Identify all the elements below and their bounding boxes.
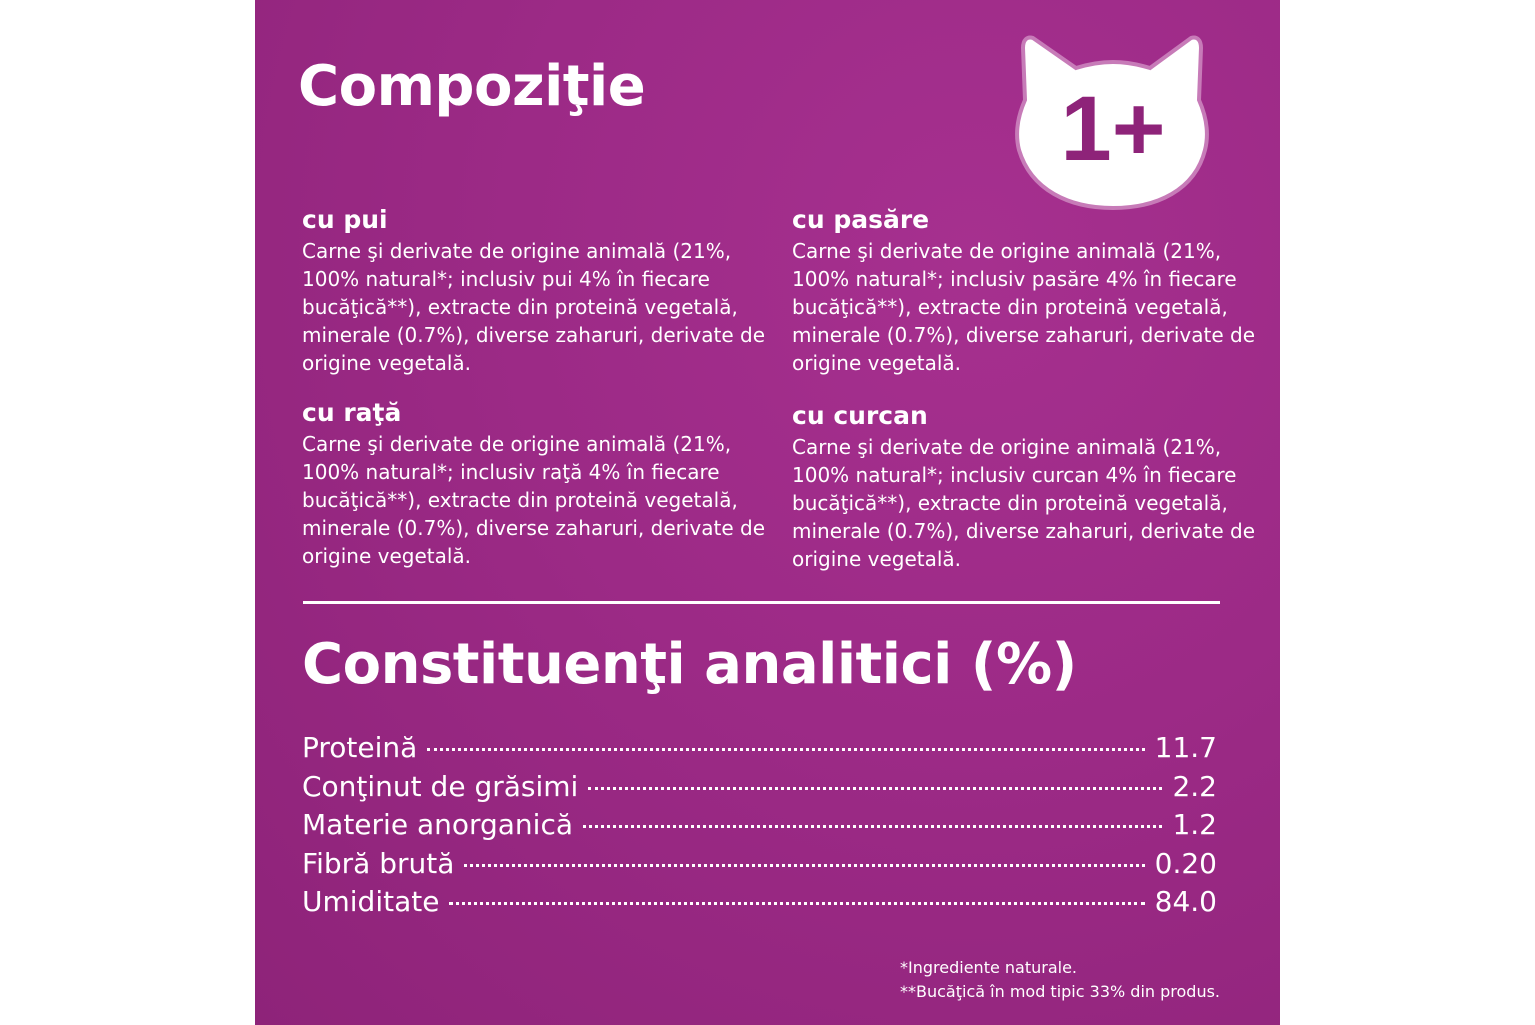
composition-panel — [255, 0, 1280, 1025]
section-text: Carne şi derivate de origine animală (21%, 100% natural*; inclusiv raţă 4% în fiecare bucăţică**), extracte din proteină vegetală, minerale (0.7%), diverse zaharuri, derivate de origine vegetală. — [302, 432, 765, 568]
footnote: **Bucăţică în mod tipic 33% din produs. — [900, 982, 1220, 1001]
analytic-value: 11.7 — [1154, 731, 1217, 764]
analytic-row — [302, 731, 1217, 770]
dot-leader — [427, 748, 1144, 751]
analytic-row — [302, 847, 1217, 886]
analytic-label: Conţinut de grăsimi — [302, 769, 579, 803]
analytic-row — [302, 770, 1217, 809]
analytic-title: Constituenţi analitici (%) — [302, 632, 1077, 697]
analytic-value: 2.2 — [1172, 769, 1217, 803]
section-heading: cu pui — [302, 205, 388, 234]
page-title: Compoziţie — [298, 54, 646, 119]
dot-leader — [588, 787, 1162, 790]
dot-leader — [449, 902, 1144, 905]
footnote: *Ingrediente naturale. — [900, 958, 1078, 977]
section-cu-curcan — [792, 401, 1262, 573]
analytic-table — [302, 731, 1217, 924]
section-heading: cu curcan — [792, 401, 928, 430]
dot-leader — [464, 864, 1144, 867]
analytic-value: 84.0 — [1154, 885, 1217, 918]
section-text: Carne şi derivate de origine animală (21%, 100% natural*; inclusiv curcan 4% în fiecare bucăţică**), extracte din proteină vegetală, minerale (0.7%), diverse zaharuri, derivate de origine vegetală. — [792, 435, 1255, 571]
dot-leader — [583, 825, 1162, 828]
analytic-label: Proteină — [302, 731, 418, 764]
footnotes — [900, 956, 1220, 1004]
section-cu-rata — [302, 398, 772, 570]
analytic-label: Fibră brută — [302, 846, 455, 880]
section-heading: cu raţă — [302, 398, 402, 427]
analytic-value: 1.2 — [1172, 808, 1217, 841]
section-text: Carne şi derivate de origine animală (21%, 100% natural*; inclusiv pui 4% în fiecare bucăţică**), extracte din proteină vegetală, minerale (0.7%), diverse zaharuri, derivate de origine vegetală. — [302, 239, 765, 375]
analytic-label: Materie anorganică — [302, 808, 574, 841]
analytic-row — [302, 885, 1217, 924]
analytic-row — [302, 808, 1217, 847]
analytic-label: Umiditate — [302, 885, 440, 918]
section-heading: cu pasăre — [792, 205, 930, 234]
age-badge-label: 1+ — [1060, 78, 1166, 180]
section-cu-pui — [302, 205, 772, 377]
analytic-value: 0.20 — [1154, 846, 1217, 880]
section-cu-pasare — [792, 205, 1262, 377]
section-text: Carne şi derivate de origine animală (21%, 100% natural*; inclusiv pasăre 4% în fiecare bucăţică**), extracte din proteină vegetală, minerale (0.7%), diverse zaharuri, derivate de origine vegetală. — [792, 239, 1255, 375]
cat-head-icon — [1005, 30, 1220, 215]
divider — [303, 601, 1220, 604]
